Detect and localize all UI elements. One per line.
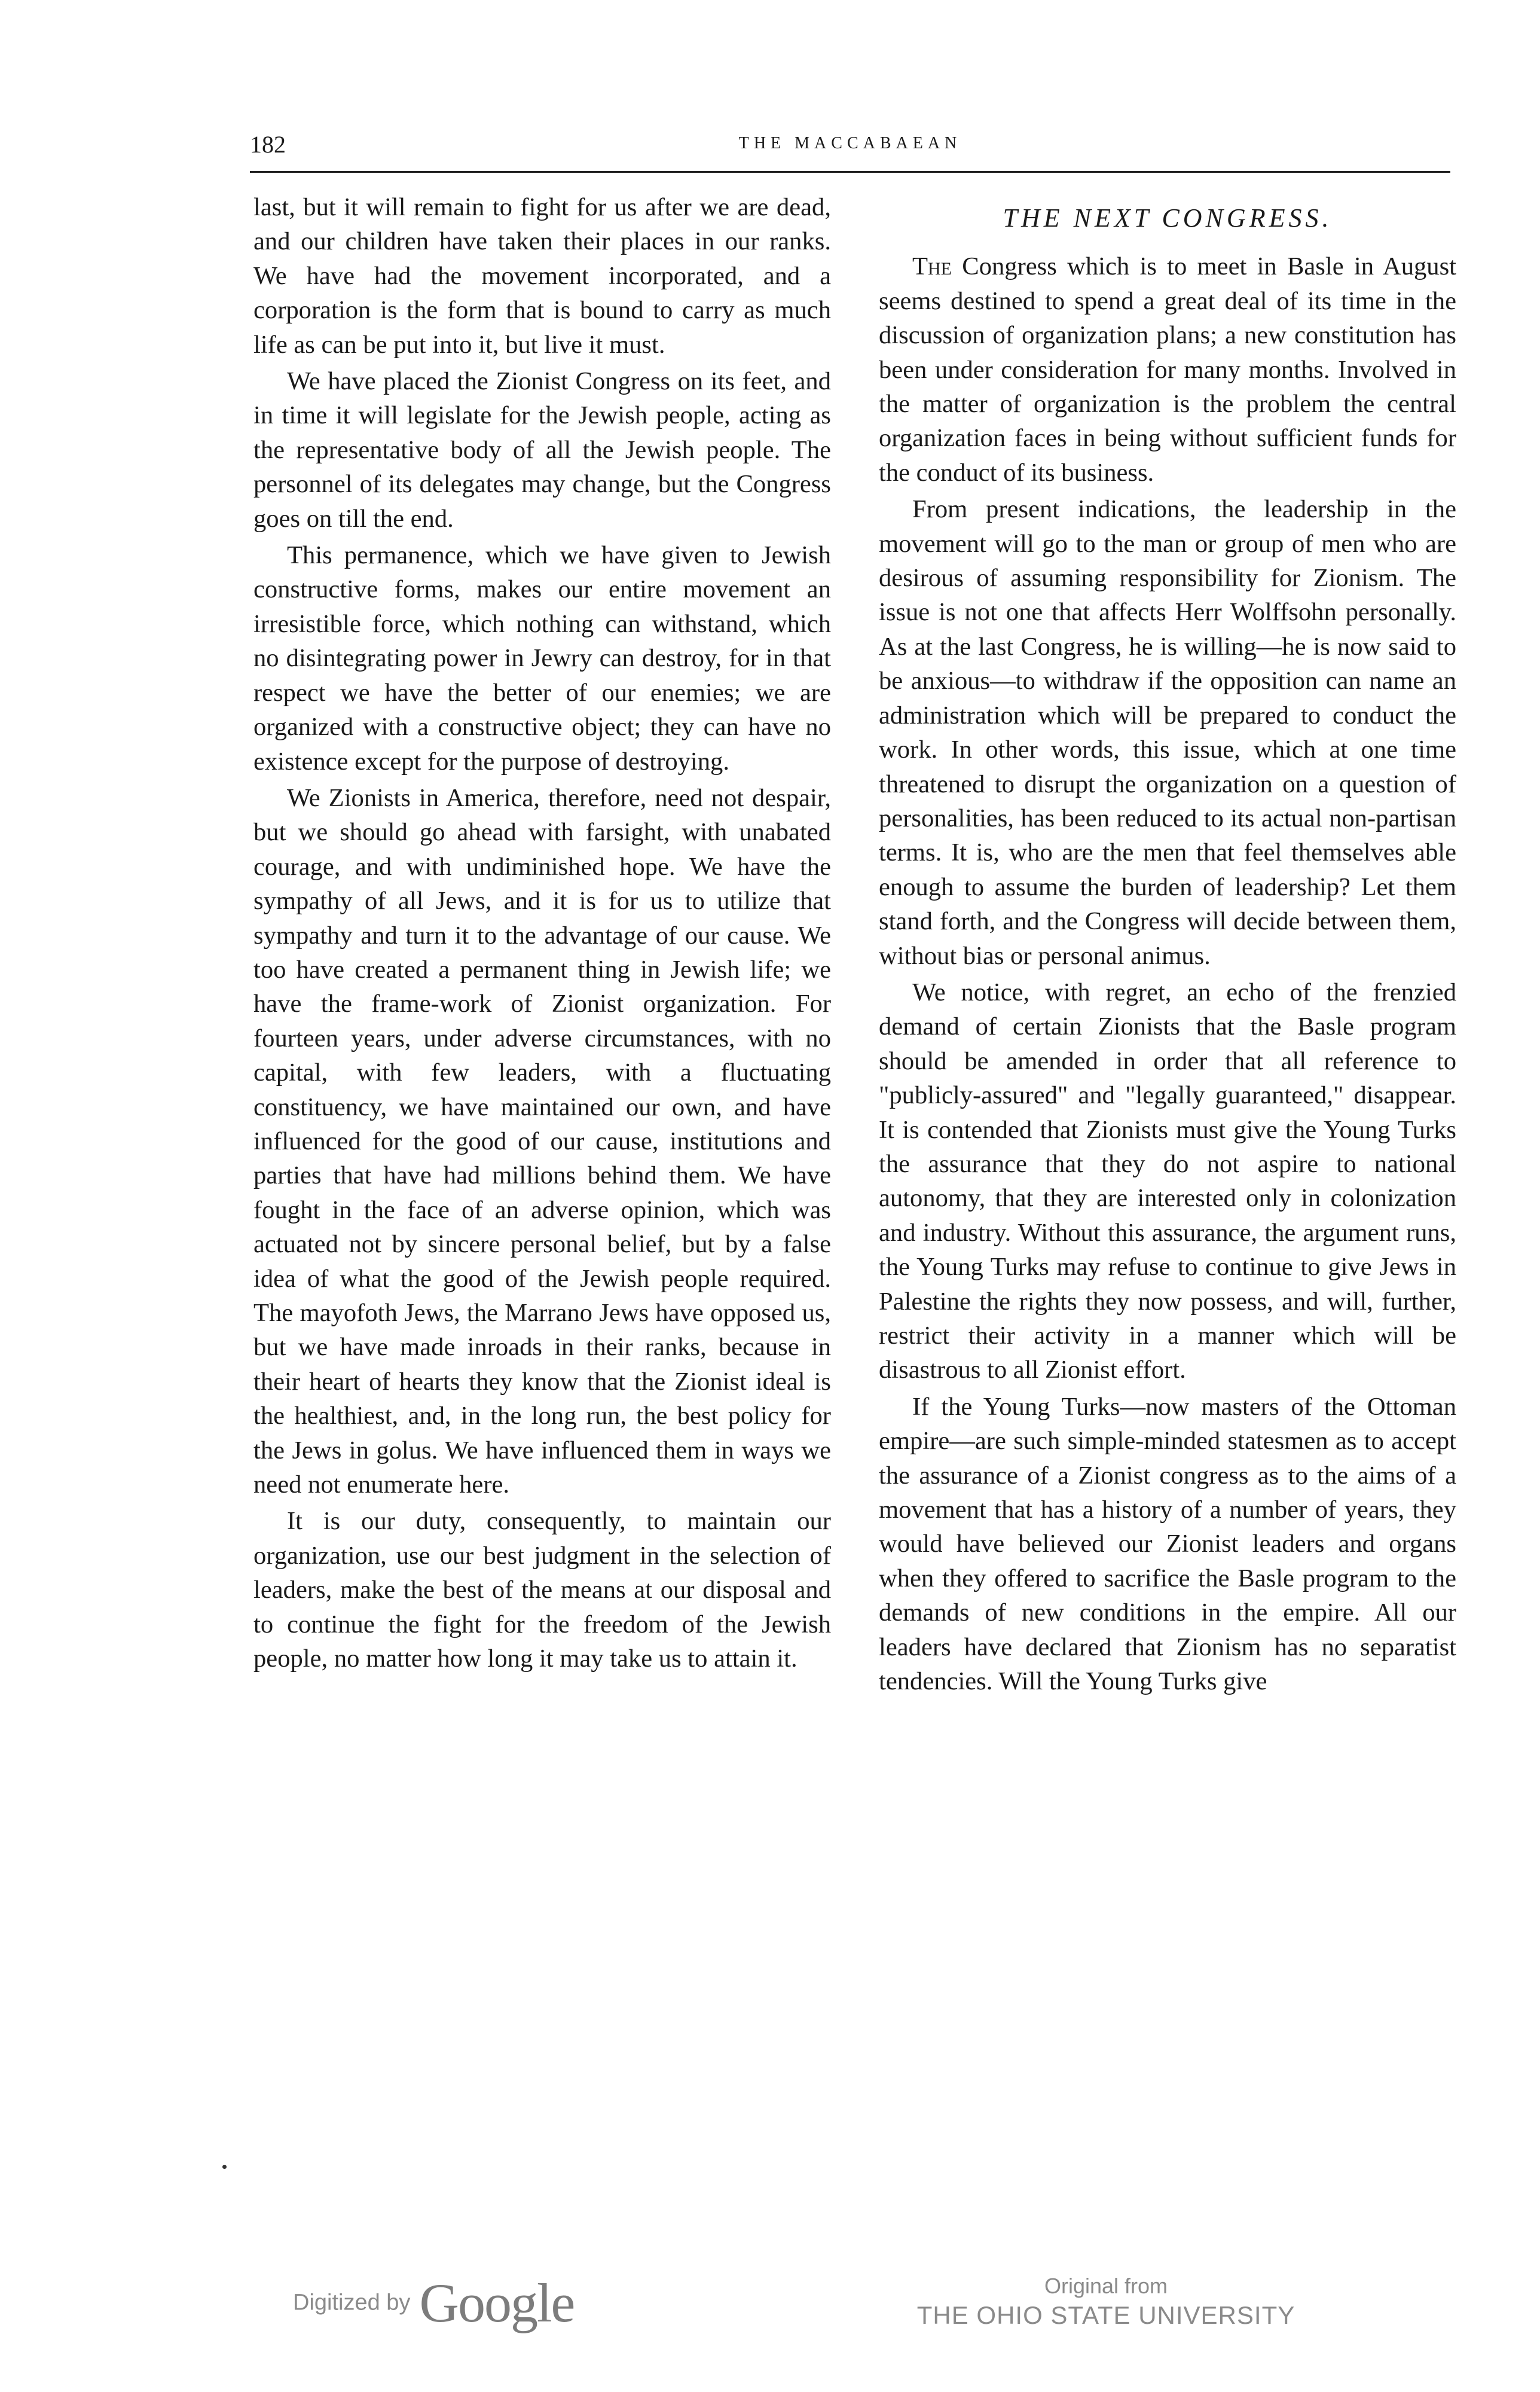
paragraph: It is our duty, consequently, to maintain our organization, use our best judgment in the selection of leaders, make the best of the means at our disposal and to continue the fight for the freedom of the Jewish people, no matter how long it may take us to attain it.	[253, 1507, 831, 1673]
paragraph: We notice, with regret, an echo of the frenzied demand of certain Zionists that the Basle program should be amended in order that all reference to "publicly-assured" and "legally guaranteed," disappear. It is contended that Zionists must give the Young Turks the assurance that they do not aspire to national autonomy, that they are interested only in colonization and industry. Without this assurance, the argument runs, the Young Turks may refuse to continue to give Jews in Palestine the rights they now possess, and will, further, restrict their activity in a manner which will be disastrous to all Zionist effort.	[879, 978, 1456, 1384]
margin-mark	[222, 2165, 227, 2169]
paragraph: We Zionists in America, therefore, need not despair, but we should go ahead with farsight, with unabated courage, and with undiminished hope. We have the sympathy of all Jews, and it is for us to utilize that sympathy and turn it to the advantage of our cause. We too have created a permanent thing in Jewish life; we have the frame-work of Zionist organization. For fourteen years, under adverse circumstances, with no capital, with few leaders, with a fluctuating constituency, we have maintained our own, and have influenced for the good of our cause, institutions and parties that have had millions behind them. We have fought in the face of an adverse opinion, which was actuated not by sincere personal belief, but by a false idea of what the good of the Jewish people required. The mayofoth Jews, the Marrano Jews have opposed us, but we have made inroads in their ranks, because in their heart of hearts they know that the Zionist ideal is the healthiest, and, in the long run, the best policy for the Jews in golus. We have influenced them in ways we need not enumerate here.	[253, 783, 831, 1499]
institution-name: THE OHIO STATE UNIVERSITY	[916, 2301, 1295, 2329]
section-title: THE NEXT CONGRESS.	[1003, 203, 1333, 233]
paragraph	[879, 249, 1456, 490]
paragraph: From present indications, the leadership in the movement will go to the man or group of men who are desirous of assuming responsibility for Zionism. The issue is not one that affects Herr Wolffsohn personally. As at the last Congress, he is willing—he is now said to be anxious—to withdraw if the opposition can name an administration which will be prepared to conduct the work. In other words, this issue, which at one time threatened to disrupt the organization on a question of personalities, has been reduced to its actual non-partisan terms. It is, who are the men that feel themselves able enough to assume the burden of leadership? Let them stand forth, and the Congress will decide between them, without bias or personal animus.	[879, 495, 1456, 970]
left-column	[253, 190, 831, 1678]
paragraph-text: Congress which is to meet in Basle in August seems destined to spend a great deal of its time in the discussion of organization plans; a new constitution has been under consideration for many months. Involved in the matter of organization is the problem the central organization faces in being without sufficient funds for the conduct of its business.	[879, 252, 1456, 487]
right-column	[879, 190, 1456, 1701]
page-header	[250, 130, 1450, 166]
header-rule	[250, 171, 1450, 173]
original-from-watermark	[879, 2272, 1333, 2331]
original-from-text: Original from	[1044, 2274, 1168, 2298]
paragraph: This permanence, which we have given to Jewish constructive forms, makes our entire movement an irresistible force, which nothing can withstand, which no disintegrating power in Jewry can destroy, for in that respect we have the better of our enemies; we are organized with a constructive object; they can have no existence except for the purpose of destroying.	[253, 541, 831, 776]
digitized-by-watermark	[293, 2271, 574, 2337]
lead-word: The	[912, 252, 952, 281]
digitized-by-text: Digitized by	[293, 2290, 411, 2315]
running-title: THE MACCABAEAN	[738, 134, 962, 152]
google-logo: Google	[419, 2272, 575, 2333]
paragraph: We have placed the Zionist Congress on its feet, and in time it will legislate for the Jewish people, acting as the representative body of all the Jewish people. The personnel of its delegates may change, but the Congress goes on till the end.	[253, 367, 831, 533]
paragraph: last, but it will remain to fight for us after we are dead, and our children have taken their places in our ranks. We have had the movement incorporated, and a corporation is the form that is bound to carry as much life as can be put into it, but live it must.	[253, 193, 831, 359]
paragraph: If the Young Turks—now masters of the Ottoman empire—are such simple-minded statesmen as to accept the assurance of a Zionist congress as to the aims of a movement that has a history of a number of years, they would have believed our Zionist leaders and organs when they offered to sacrifice the Basle program to the demands of new conditions in the empire. All our leaders have declared that Zionism has no separatist tendencies. Will the Young Turks give	[879, 1392, 1456, 1696]
page-number: 182	[250, 131, 286, 158]
